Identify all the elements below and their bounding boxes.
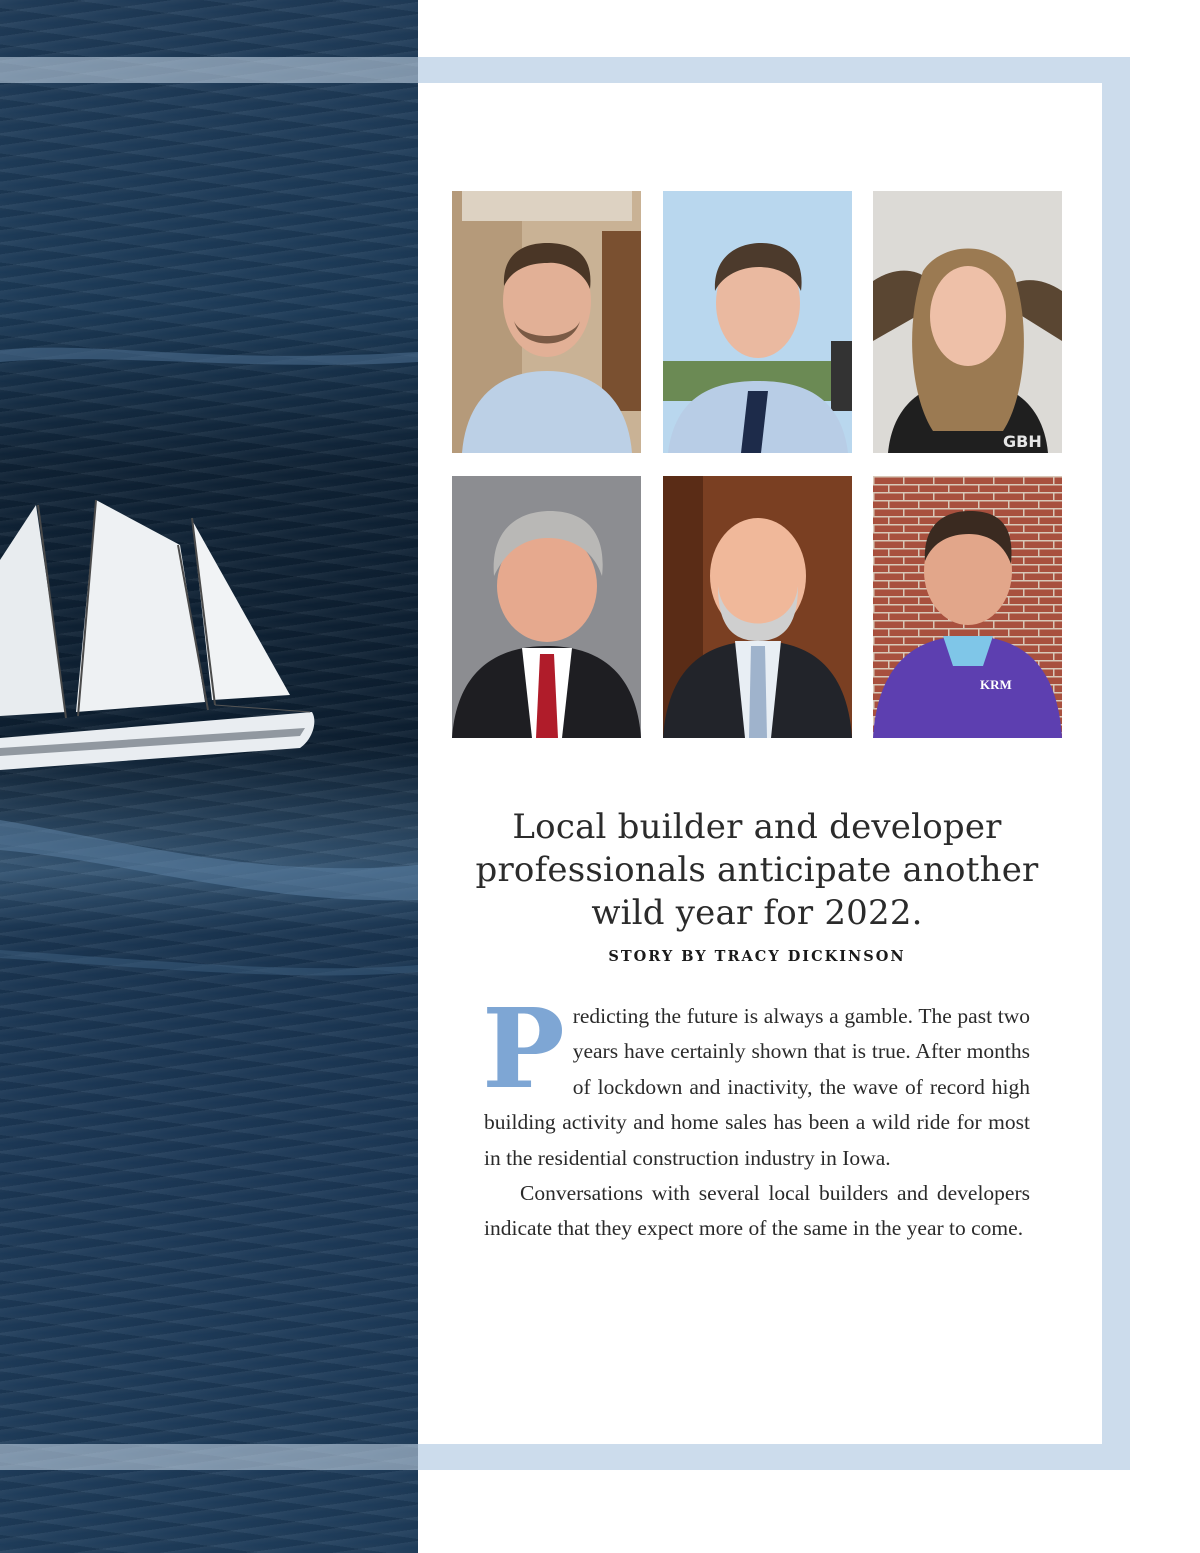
- ocean-sailboat-photo: [0, 0, 418, 1553]
- paragraph-2: Conversations with several local builders and developers indicate that they expect more of the same in the year to come.: [484, 1181, 1030, 1241]
- portrait-photo-1: [452, 191, 641, 453]
- shirt-logo-gbh: GBH: [1003, 432, 1042, 451]
- article-byline: STORY BY TRACY DICKINSON: [608, 948, 906, 965]
- portrait-photo-5: [663, 476, 852, 738]
- paragraph-1: [482, 984, 1030, 1176]
- drop-cap: P: [482, 984, 565, 1113]
- frame-band-top: [0, 57, 418, 83]
- frame-band-bottom: [0, 1444, 418, 1470]
- portrait-photo-4: [452, 476, 641, 738]
- portrait-photo-6: [873, 476, 1062, 738]
- article-body: [482, 984, 1030, 1247]
- portrait-photo-3: [873, 191, 1062, 453]
- shirt-logo-krm: KRM: [980, 677, 1012, 692]
- portrait-photo-2: [663, 191, 852, 453]
- paragraph-1-text: redicting the future is always a gamble. The past two years have certainly shown that is true. After months of lockdown and inactivity, the wave of record high building activity and home sales has been a wild ride for most in the residential construction industry in Iowa.: [484, 1004, 1030, 1170]
- sailboat-graphic: [0, 500, 314, 770]
- article-headline: Local builder and developer professionals anticipate another wild year for 2022.: [475, 807, 1039, 933]
